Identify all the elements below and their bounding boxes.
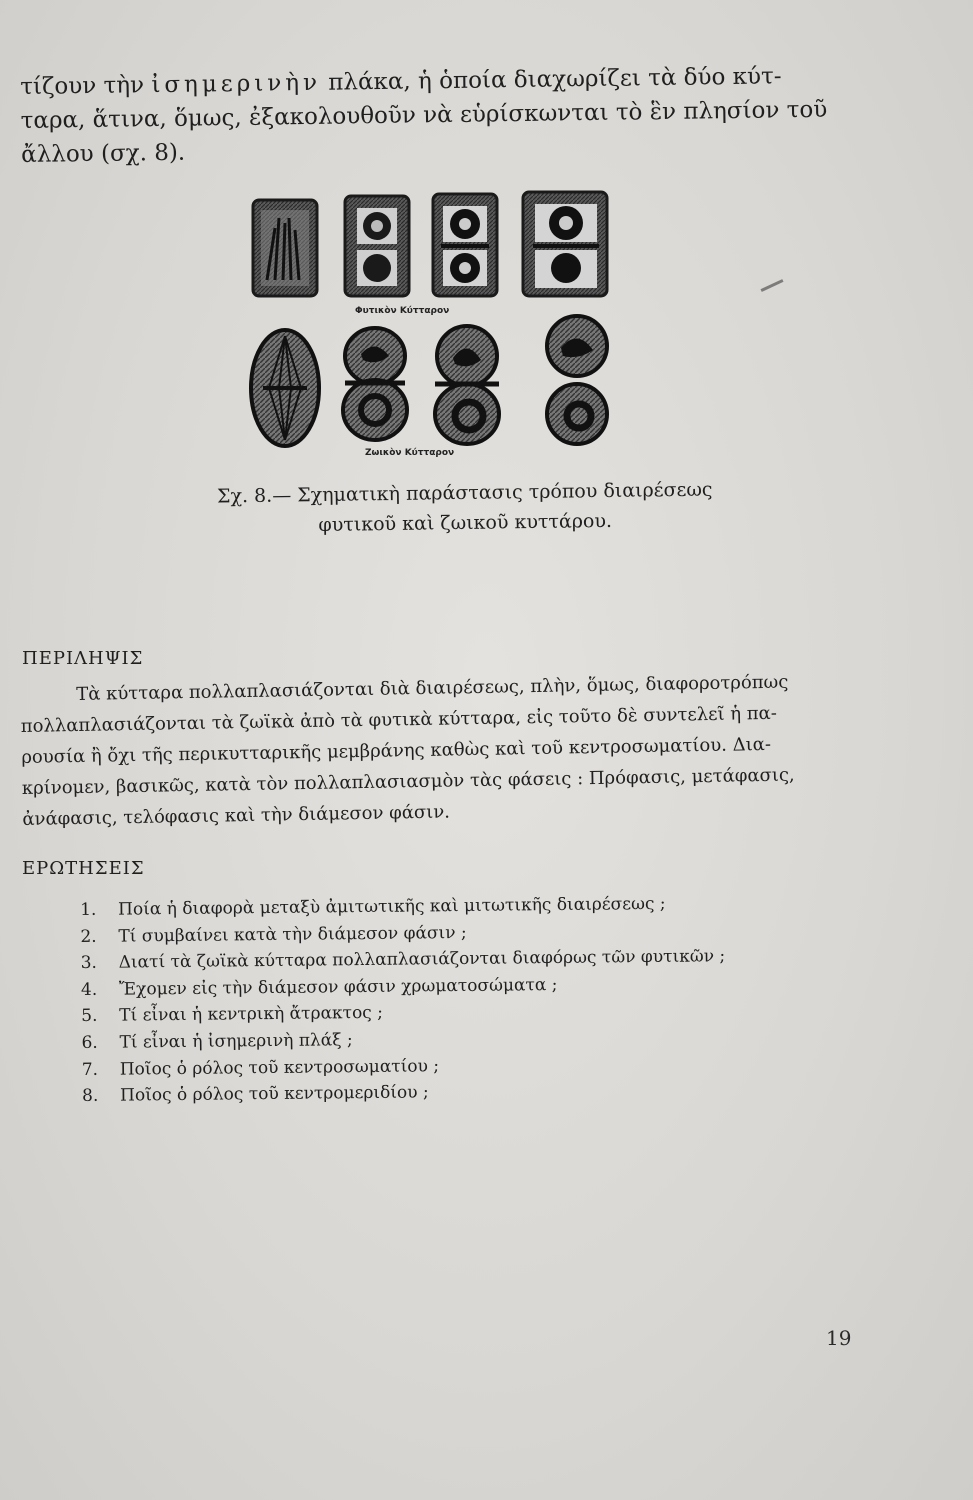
questions-list: [80, 889, 842, 1110]
plant-cell-telophase: [433, 194, 497, 296]
question-text: Τί συμβαίνει κατὰ τὴν διάμεσον φάσιν ;: [118, 922, 467, 947]
question-text: Ποία ἡ διαφορὰ μεταξὺ ἀμιτωτικῆς καὶ μιτωτικῆς διαιρέσεως ;: [118, 893, 666, 920]
animal-cell-label: Ζωικὸν Κύτταρον: [365, 448, 455, 458]
question-number: 8.: [81, 1085, 99, 1107]
animal-cell-daughter-cells: [547, 316, 607, 444]
animal-cell-telophase: [435, 326, 499, 444]
animal-cell-spindle: [251, 330, 319, 446]
question-number: 3.: [80, 953, 98, 974]
intro-paragraph: [20, 59, 841, 172]
summary-paragraph: [20, 665, 863, 835]
summary-line: κρίνομεν, βασικῶς, κατὰ τὸν πολλαπλασιασμὸν τὰς φάσεις : Πρόφασις, μετάφασις,: [21, 764, 795, 799]
emphasized-term: ἰσημερινὴν: [151, 69, 322, 99]
summary-line: ρουσία ἢ ὄχι τῆς περικυτταρικῆς μεμβράνης καθὼς καὶ τοῦ κεντροσωματίου. Δια-: [21, 733, 772, 768]
intro-line-2: ταρα, ἅτινα, ὅμως, ἐξακολουθοῦν νὰ εὑρίσκωνται τὸ ἓν πλησίον τοῦ: [20, 96, 828, 134]
question-text: Ποῖος ὁ ρόλος τοῦ κεντρομεριδίου ;: [119, 1082, 429, 1106]
question-number: 1.: [80, 899, 97, 920]
question-text: Ποῖος ὁ ρόλος τοῦ κεντροσωματίου ;: [119, 1055, 440, 1080]
question-text: Τί εἶναι ἡ ἰσημερινὴ πλάξ ;: [119, 1030, 353, 1053]
question-text: Ἔχομεν εἰς τὴν διάμεσον φάσιν χρωματοσώματα ;: [118, 974, 558, 1000]
questions-heading: ΕΡΩΤΗΣΕΙΣ: [22, 858, 145, 879]
cell-division-figure: [245, 188, 625, 468]
question-number: 2.: [80, 926, 97, 947]
question-number: 6.: [81, 1032, 98, 1053]
plant-cell-daughter-cells: [523, 192, 607, 296]
intro-line-1-start: τίζουν τὴν: [20, 72, 152, 100]
summary-line: Τὰ κύτταρα πολλαπλασιάζονται διὰ διαιρέσεως, πλὴν, ὅμως, διαφοροτρόπως: [76, 671, 789, 706]
plant-cell-prophase: [253, 200, 317, 296]
question-number: 4.: [80, 979, 98, 1000]
page-number: 19: [826, 1326, 852, 1350]
question-number: 5.: [81, 1006, 98, 1027]
summary-heading: ΠΕΡΙΛΗΨΙΣ: [22, 648, 144, 669]
question-text: Διατί τὰ ζωϊκὰ κύτταρα πολλαπλασιάζονται διαφόρως τῶν φυτικῶν ;: [118, 946, 726, 973]
ink-smudge: [760, 279, 783, 292]
intro-line-3: ἄλλου (σχ. 8).: [21, 139, 186, 168]
summary-line: ἀνάφασις, τελόφασις καὶ τὴν διάμεσον φάσιν.: [22, 801, 451, 830]
animal-cell-dividing: [343, 328, 407, 440]
question-text: Τί εἶναι ἡ κεντρικὴ ἄτρακτος ;: [119, 1003, 384, 1026]
figure-caption: [185, 474, 746, 542]
summary-line: πολλαπλασιάζονται τὰ ζωϊκὰ ἀπὸ τὰ φυτικὰ κύτταρα, εἰς τοῦτο δὲ συντελεῖ ἡ πα-: [20, 702, 778, 737]
figure-caption-line-2: φυτικοῦ καὶ ζωικοῦ κυττάρου.: [318, 509, 613, 537]
intro-line-1-end: πλάκα, ἡ ὁποία διαχωρίζει τὰ δύο κύτ-: [320, 63, 782, 96]
plant-cell-label: Φυτικὸν Κύτταρον: [355, 306, 450, 316]
figure-caption-line-1: Σχ. 8.— Σχηματικὴ παράστασις τρόπου διαιρέσεως: [216, 478, 713, 508]
plant-cell-anaphase: [345, 196, 409, 296]
question-number: 7.: [81, 1059, 99, 1080]
